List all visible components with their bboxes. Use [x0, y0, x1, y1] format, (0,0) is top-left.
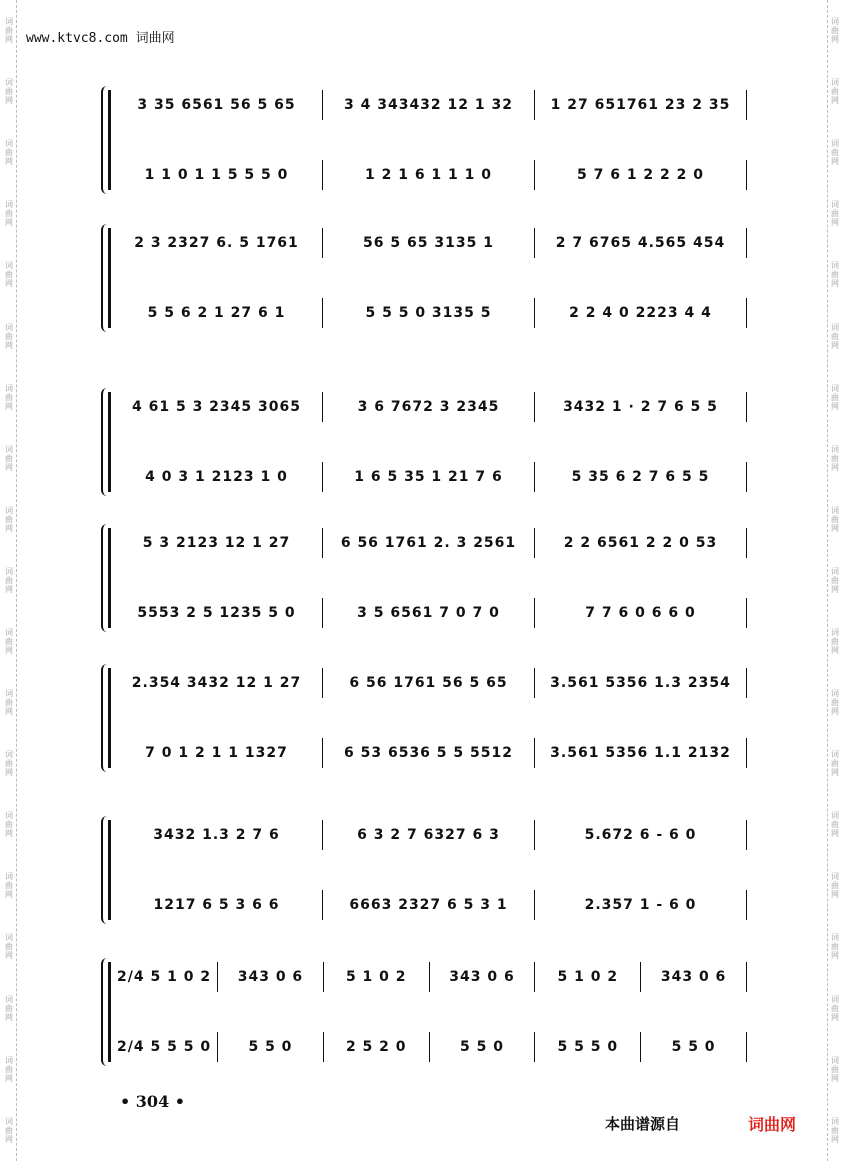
watermark-char: 词 — [5, 78, 13, 88]
measure: 3 35 6561 56 5 65 — [111, 90, 323, 120]
measure: 1 6 5 35 1 21 7 6 — [323, 462, 535, 492]
watermark-char: 词 — [5, 933, 13, 943]
watermark-char: 词 — [5, 750, 13, 760]
watermark-group — [5, 384, 13, 411]
watermark-group — [831, 689, 839, 716]
watermark-char: 曲 — [831, 942, 839, 952]
accompaniment-staff — [111, 1032, 747, 1062]
watermark-char: 词 — [5, 200, 13, 210]
watermark-group — [5, 200, 13, 227]
watermark-char: 曲 — [5, 759, 13, 769]
measure: 1217 6 5 3 6 6 — [111, 890, 323, 920]
watermark-char: 词 — [5, 383, 13, 393]
watermark-char: 网 — [5, 218, 13, 228]
measure: 4 61 5 3 2345 3065 — [111, 392, 323, 422]
watermark-char: 词 — [831, 566, 839, 576]
measure: 343 0 6 — [641, 962, 747, 992]
watermark-char: 词 — [5, 872, 13, 882]
watermark-char: 网 — [831, 1134, 839, 1144]
measure: 3.561 5356 1.3 2354 — [535, 668, 747, 698]
watermark-group — [831, 1117, 839, 1144]
watermark-char: 曲 — [5, 1125, 13, 1135]
watermark-char: 曲 — [5, 392, 13, 402]
watermark-group — [831, 323, 839, 350]
watermark-char: 网 — [5, 279, 13, 289]
measure: 6 56 1761 2. 3 2561 — [323, 528, 535, 558]
measure: 6 53 6536 5 5 5512 — [323, 738, 535, 768]
watermark-group — [831, 995, 839, 1022]
watermark-char: 网 — [5, 157, 13, 167]
accompaniment-staff — [111, 738, 747, 768]
watermark-char: 网 — [831, 768, 839, 778]
score-system — [108, 90, 747, 190]
watermark-char: 词 — [5, 627, 13, 637]
watermark-char: 网 — [831, 707, 839, 717]
measure: 3 4 343432 12 1 32 — [323, 90, 535, 120]
watermark-char: 曲 — [5, 942, 13, 952]
watermark-char: 词 — [831, 1055, 839, 1065]
measure: 2 7 6765 4.565 454 — [535, 228, 747, 258]
watermark-char: 网 — [5, 1134, 13, 1144]
watermark-group — [5, 445, 13, 472]
measure: 3.561 5356 1.1 2132 — [535, 738, 747, 768]
watermark-char: 词 — [5, 689, 13, 699]
watermark-char: 曲 — [831, 26, 839, 36]
watermark-group — [831, 933, 839, 960]
accompaniment-staff — [111, 598, 747, 628]
measure: 1 2 1 6 1 1 1 0 — [323, 160, 535, 190]
accompaniment-staff — [111, 298, 747, 328]
watermark-char: 网 — [831, 1073, 839, 1083]
watermark-char: 网 — [831, 645, 839, 655]
watermark-char: 曲 — [831, 820, 839, 830]
measure: 7 7 6 0 6 6 0 — [535, 598, 747, 628]
watermark-char: 曲 — [5, 636, 13, 646]
system-brace — [101, 224, 109, 332]
watermark-char: 网 — [5, 951, 13, 961]
watermark-char: 曲 — [831, 881, 839, 891]
watermark-char: 词 — [5, 994, 13, 1004]
measure: 5 1 0 2 — [324, 962, 430, 992]
watermark-char: 网 — [5, 890, 13, 900]
watermark-char: 词 — [5, 261, 13, 271]
watermark-group — [5, 17, 13, 44]
system-brace — [101, 388, 109, 496]
measure: 2 2 4 0 2223 4 4 — [535, 298, 747, 328]
measure: 56 5 65 3135 1 — [323, 228, 535, 258]
watermark-char: 词 — [831, 505, 839, 515]
watermark-group — [5, 323, 13, 350]
watermark-char: 曲 — [831, 759, 839, 769]
watermark-char: 曲 — [5, 514, 13, 524]
system-brace — [101, 816, 109, 924]
watermark-char: 词 — [831, 139, 839, 149]
watermark-char: 词 — [831, 933, 839, 943]
watermark-char: 曲 — [831, 331, 839, 341]
watermark-char: 词 — [831, 261, 839, 271]
watermark-char: 网 — [5, 584, 13, 594]
watermark-char: 网 — [5, 523, 13, 533]
watermark-group — [5, 811, 13, 838]
melody-staff — [111, 228, 747, 258]
accompaniment-staff — [111, 890, 747, 920]
watermark-group — [5, 1056, 13, 1083]
watermark-char: 曲 — [5, 575, 13, 585]
watermark-group — [831, 506, 839, 533]
watermark-char: 网 — [831, 462, 839, 472]
watermark-group — [5, 567, 13, 594]
watermark-char: 曲 — [831, 270, 839, 280]
watermark-char: 网 — [831, 523, 839, 533]
source-label: 本曲谱源自 — [605, 1115, 681, 1133]
watermark-char: 网 — [5, 829, 13, 839]
watermark-group — [831, 261, 839, 288]
watermark-char: 网 — [831, 951, 839, 961]
watermark-group — [831, 872, 839, 899]
watermark-char: 网 — [831, 218, 839, 228]
measure: 3 5 6561 7 0 7 0 — [323, 598, 535, 628]
watermark-group — [5, 261, 13, 288]
measure: 3432 1.3 2 7 6 — [111, 820, 323, 850]
measure: 5 5 6 2 1 27 6 1 — [111, 298, 323, 328]
watermark-char: 曲 — [831, 636, 839, 646]
watermark-char: 曲 — [831, 1064, 839, 1074]
measure: 6 3 2 7 6327 6 3 — [323, 820, 535, 850]
watermark-char: 曲 — [831, 575, 839, 585]
melody-staff — [111, 668, 747, 698]
melody-staff — [111, 392, 747, 422]
measure: 3 6 7672 3 2345 — [323, 392, 535, 422]
measure: 5553 2 5 1235 5 0 — [111, 598, 323, 628]
watermark-group — [831, 628, 839, 655]
measure: 5 5 0 — [218, 1032, 324, 1062]
measure: 3432 1 · 2 7 6 5 5 — [535, 392, 747, 422]
measure: 343 0 6 — [218, 962, 324, 992]
system-brace — [101, 524, 109, 632]
watermark-char: 词 — [5, 505, 13, 515]
watermark-char: 词 — [5, 566, 13, 576]
watermark-char: 词 — [831, 750, 839, 760]
measure: 5 1 0 2 — [535, 962, 641, 992]
watermark-char: 网 — [831, 401, 839, 411]
score-system — [108, 528, 747, 628]
watermark-char: 网 — [5, 462, 13, 472]
watermark-group — [5, 139, 13, 166]
measure: 2.357 1 - 6 0 — [535, 890, 747, 920]
watermark-group — [5, 78, 13, 105]
watermark-char: 曲 — [831, 514, 839, 524]
watermark-char: 曲 — [831, 698, 839, 708]
watermark-char: 网 — [5, 35, 13, 45]
watermark-char: 曲 — [5, 270, 13, 280]
watermark-char: 网 — [5, 96, 13, 106]
watermark-group — [831, 811, 839, 838]
watermark-char: 网 — [831, 35, 839, 45]
measure: 5 5 0 — [641, 1032, 747, 1062]
system-brace — [101, 664, 109, 772]
watermark-char: 网 — [831, 340, 839, 350]
accompaniment-staff — [111, 160, 747, 190]
watermark-char: 曲 — [831, 392, 839, 402]
watermark-char: 网 — [5, 1073, 13, 1083]
score-system — [108, 820, 747, 920]
watermark-char: 词 — [5, 139, 13, 149]
watermark-char: 曲 — [831, 87, 839, 97]
watermark-char: 词 — [831, 1116, 839, 1126]
watermark-char: 曲 — [5, 453, 13, 463]
melody-staff — [111, 528, 747, 558]
watermark-char: 词 — [5, 17, 13, 27]
watermark-char: 网 — [5, 340, 13, 350]
watermark-char: 网 — [5, 707, 13, 717]
measure: 6663 2327 6 5 3 1 — [323, 890, 535, 920]
watermark-char: 曲 — [5, 1064, 13, 1074]
system-brace — [101, 86, 109, 194]
watermark-char: 网 — [831, 157, 839, 167]
melody-staff — [111, 962, 747, 992]
measure: 5.672 6 - 6 0 — [535, 820, 747, 850]
left-watermark-strip — [2, 0, 17, 1161]
watermark-group — [5, 1117, 13, 1144]
watermark-char: 网 — [5, 401, 13, 411]
watermark-char: 词 — [831, 444, 839, 454]
watermark-char: 词 — [831, 17, 839, 27]
watermark-group — [5, 628, 13, 655]
watermark-char: 词 — [831, 627, 839, 637]
watermark-char: 词 — [831, 383, 839, 393]
measure: 2 3 2327 6. 5 1761 — [111, 228, 323, 258]
watermark-group — [5, 872, 13, 899]
page-number: • 304 • — [120, 1092, 185, 1111]
watermark-char: 曲 — [831, 1125, 839, 1135]
watermark-char: 曲 — [831, 148, 839, 158]
watermark-char: 曲 — [5, 148, 13, 158]
watermark-char: 词 — [831, 200, 839, 210]
measure: 5 5 5 0 — [535, 1032, 641, 1062]
watermark-char: 网 — [5, 645, 13, 655]
score-system — [108, 228, 747, 328]
watermark-char: 词 — [5, 811, 13, 821]
watermark-char: 曲 — [831, 209, 839, 219]
watermark-char: 网 — [831, 96, 839, 106]
watermark-group — [831, 139, 839, 166]
measure: 1 1 0 1 1 5 5 5 0 — [111, 160, 323, 190]
watermark-group — [5, 506, 13, 533]
watermark-char: 网 — [831, 829, 839, 839]
measure: 7 0 1 2 1 1 1327 — [111, 738, 323, 768]
measure: 343 0 6 — [430, 962, 536, 992]
watermark-char: 网 — [5, 768, 13, 778]
watermark-group — [831, 567, 839, 594]
melody-staff — [111, 820, 747, 850]
watermark-char: 曲 — [5, 698, 13, 708]
right-watermark-strip — [827, 0, 842, 1161]
measure: 2 5 2 0 — [324, 1032, 430, 1062]
watermark-group — [831, 200, 839, 227]
measure: 5 3 2123 12 1 27 — [111, 528, 323, 558]
watermark-group — [831, 750, 839, 777]
measure: 1 27 651761 23 2 35 — [535, 90, 747, 120]
watermark-char: 曲 — [5, 209, 13, 219]
melody-staff — [111, 90, 747, 120]
watermark-char: 词 — [831, 78, 839, 88]
watermark-group — [831, 1056, 839, 1083]
watermark-char: 词 — [5, 1055, 13, 1065]
watermark-char: 词 — [5, 322, 13, 332]
watermark-char: 词 — [5, 1116, 13, 1126]
watermark-char: 词 — [831, 689, 839, 699]
watermark-char: 网 — [5, 1012, 13, 1022]
watermark-char: 曲 — [831, 1003, 839, 1013]
measure: 5 35 6 2 7 6 5 5 — [535, 462, 747, 492]
watermark-char: 词 — [831, 994, 839, 1004]
watermark-char: 网 — [831, 584, 839, 594]
score-system — [108, 668, 747, 768]
watermark-char: 曲 — [5, 87, 13, 97]
watermark-char: 曲 — [5, 26, 13, 36]
brand-logo-text: 词曲网 — [748, 1115, 797, 1134]
watermark-char: 词 — [5, 444, 13, 454]
measure: 6 56 1761 56 5 65 — [323, 668, 535, 698]
measure: 2/4 5 5 5 0 — [111, 1032, 218, 1062]
watermark-char: 曲 — [5, 881, 13, 891]
measure: 5 5 5 0 3135 5 — [323, 298, 535, 328]
watermark-group — [831, 384, 839, 411]
watermark-group — [5, 933, 13, 960]
measure: 5 5 0 — [430, 1032, 536, 1062]
watermark-char: 网 — [831, 890, 839, 900]
watermark-char: 曲 — [5, 331, 13, 341]
watermark-char: 词 — [831, 322, 839, 332]
watermark-group — [5, 995, 13, 1022]
watermark-char: 词 — [831, 872, 839, 882]
watermark-group — [5, 689, 13, 716]
measure: 2/4 5 1 0 2 — [111, 962, 218, 992]
accompaniment-staff — [111, 462, 747, 492]
watermark-group — [831, 78, 839, 105]
watermark-char: 曲 — [5, 820, 13, 830]
watermark-group — [5, 750, 13, 777]
measure: 2 2 6561 2 2 0 53 — [535, 528, 747, 558]
watermark-char: 网 — [831, 279, 839, 289]
measure: 2.354 3432 12 1 27 — [111, 668, 323, 698]
watermark-char: 曲 — [5, 1003, 13, 1013]
measure: 4 0 3 1 2123 1 0 — [111, 462, 323, 492]
watermark-group — [831, 17, 839, 44]
system-brace — [101, 958, 109, 1066]
watermark-char: 词 — [831, 811, 839, 821]
watermark-char: 曲 — [831, 453, 839, 463]
measure: 5 7 6 1 2 2 2 0 — [535, 160, 747, 190]
site-url-header: www.ktvc8.com 词曲网 — [26, 31, 175, 46]
watermark-group — [831, 445, 839, 472]
score-system — [108, 962, 747, 1062]
watermark-char: 网 — [831, 1012, 839, 1022]
score-system — [108, 392, 747, 492]
